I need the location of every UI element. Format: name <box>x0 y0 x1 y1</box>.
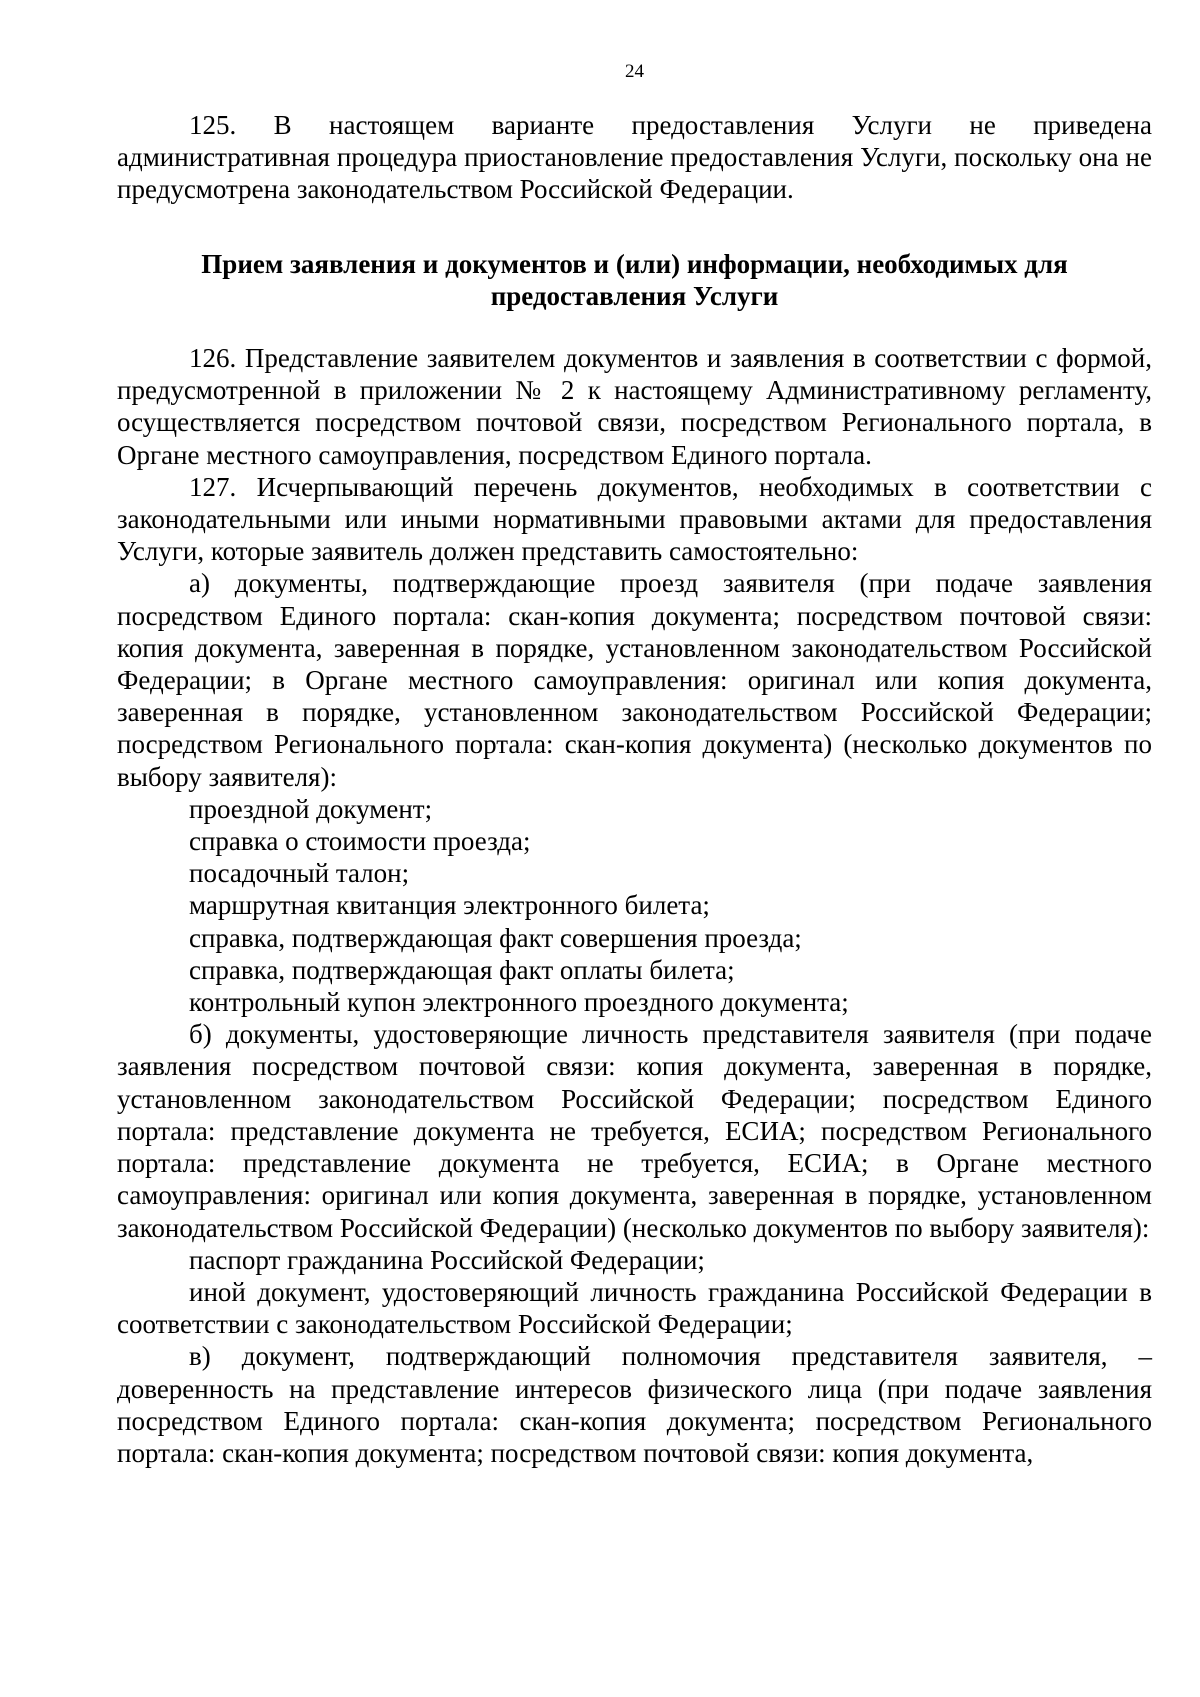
paragraph-127-a: а) документы, подтверждающие проезд заявителя (при подаче заявления посредством Единого портала: скан-копия документа; посредством почтовой связи: копия документа, заверенная в порядке, установленном законодательством Российской Федерации; в Органе местного самоуправления: оригинал или копия документа, заверенная в порядке, установленном законодательством Российской Федерации; посредством Регионального портала: скан-копия документа) (несколько документов по выбору заявителя): <box>117 568 1152 792</box>
list-item: иной документ, удостоверяющий личность гражданина Российской Федерации в соответствии с законодательством Российской Федерации; <box>117 1276 1152 1340</box>
list-item: контрольный купон электронного проездного документа; <box>189 987 849 1018</box>
list-item: паспорт гражданина Российской Федерации; <box>189 1244 705 1275</box>
paragraph-127-c: в) документ, подтверждающий полномочия представителя заявителя, – доверенность на представление интересов физического лица (при подаче заявления посредством Единого портала: скан-копия документа; посредством Регионального портала: скан-копия документа; посредством почтовой связи: копия документа, <box>117 1341 1152 1468</box>
list-item: маршрутная квитанция электронного билета; <box>189 890 710 921</box>
page-number: 24 <box>625 61 644 82</box>
paragraph-127-b: б) документы, удостоверяющие личность представителя заявителя (при подаче заявления посредством почтовой связи: копия документа, заверенная в порядке, установленном законодательством Российской Федерации; посредством Единого портала: представление документа не требуется, ЕСИА; посредством Регионального портала: представление документа не требуется, ЕСИА; в Органе местного самоуправления: оригинал или копия документа, заверенная в порядке, установленном законодательством Российской Федерации) (несколько документов по выбору заявителя): <box>117 1019 1152 1243</box>
list-item: посадочный талон; <box>189 858 410 889</box>
list-item: справка о стоимости проезда; <box>189 826 531 857</box>
list-item: справка, подтверждающая факт совершения проезда; <box>189 922 802 953</box>
section-heading-line-2: предоставления Услуги <box>490 280 779 311</box>
list-item: проездной документ; <box>189 793 433 824</box>
paragraph-125: 125. В настоящем варианте предоставления Услуги не приведена административная процедура приостановление предоставления Услуги, поскольку она не предусмотрена законодательством Российской Федерации. <box>117 110 1152 205</box>
paragraph-126: 126. Представление заявителем документов и заявления в соответствии с формой, предусмотренной в приложении № 2 к настоящему Административному регламенту, осуществляется посредством почтовой связи, посредством Регионального портала, в Органе местного самоуправления, посредством Единого портала. <box>117 343 1152 470</box>
section-heading <box>117 248 1152 312</box>
paragraph-127: 127. Исчерпывающий перечень документов, необходимых в соответствии с законодательными или иными нормативными правовыми актами для предоставления Услуги, которые заявитель должен представить самостоятельно: <box>117 471 1152 567</box>
section-heading-line-1: Прием заявления и документов и (или) информации, необходимых для <box>201 248 1068 279</box>
list-item: справка, подтверждающая факт оплаты билета; <box>189 954 735 985</box>
document-page <box>117 60 1152 1469</box>
